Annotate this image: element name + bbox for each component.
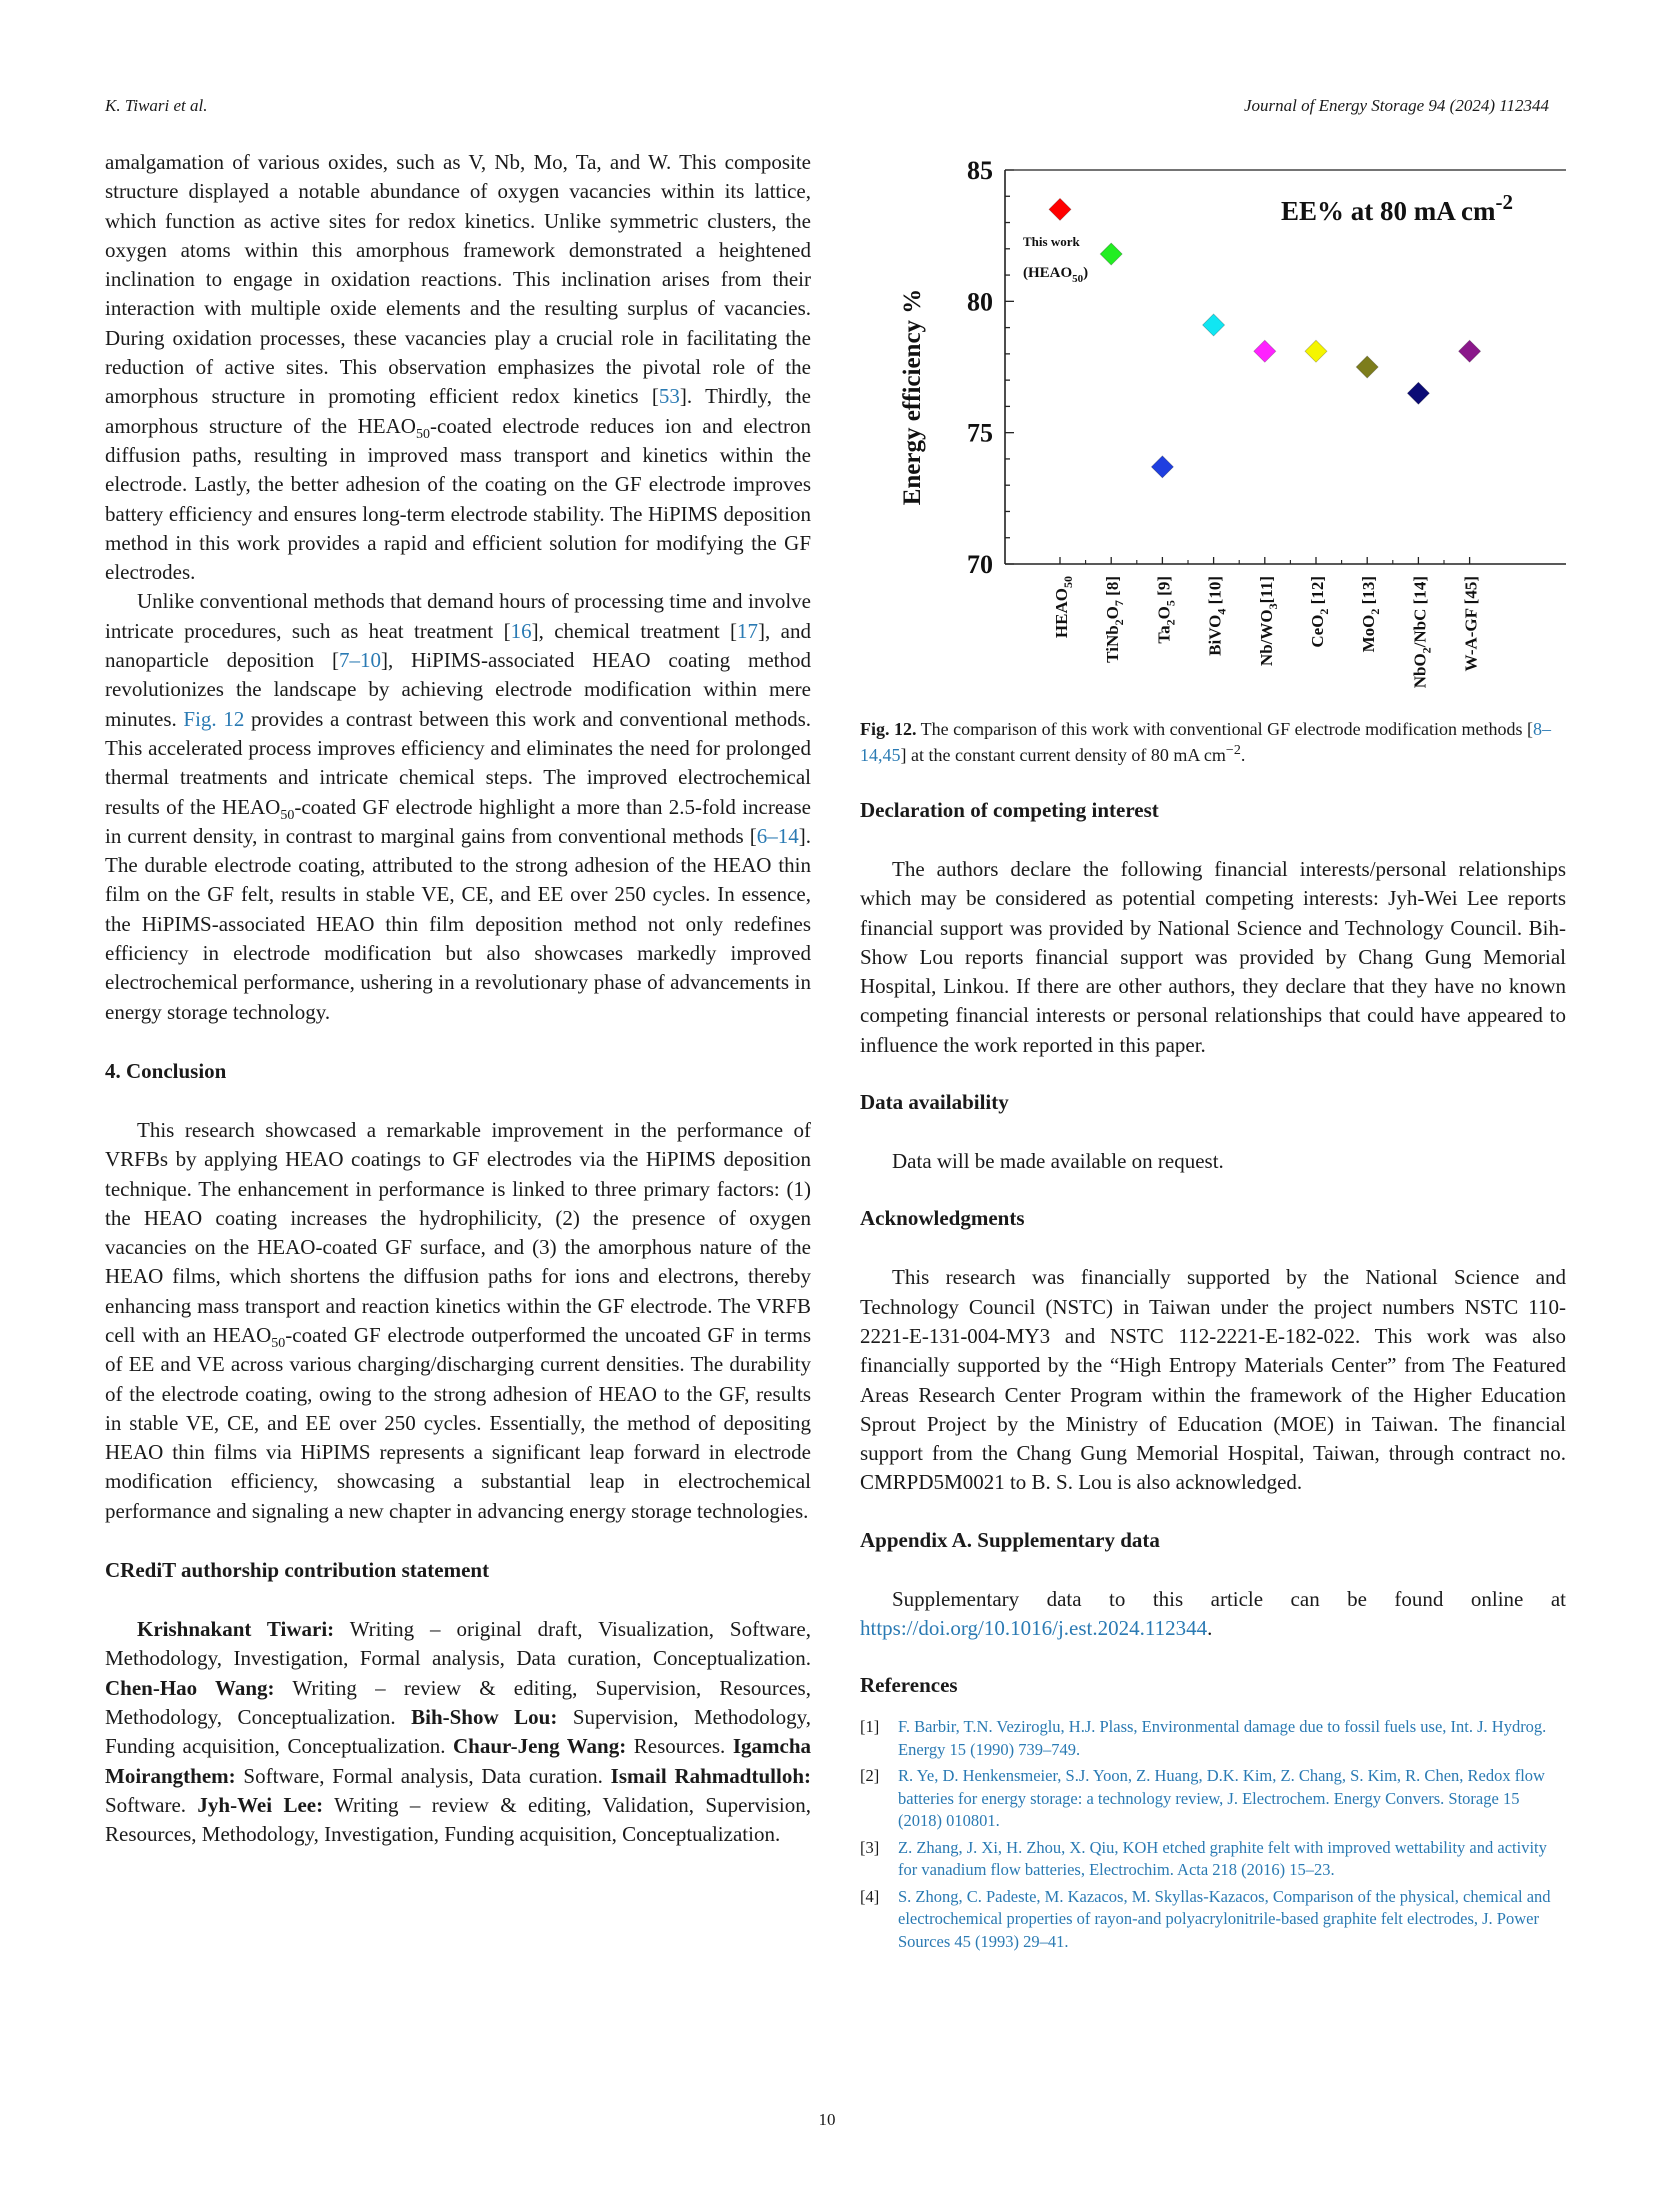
citation-link[interactable]: 17	[737, 618, 759, 643]
credit-author-name: Krishnakant Tiwari:	[137, 1617, 335, 1642]
x-category-label: $TiNb_2O_7$ [8]	[1103, 576, 1127, 663]
running-header-authors: K. Tiwari et al.	[105, 96, 208, 115]
x-category-label: CeO$_2$ [12]	[1308, 576, 1331, 648]
this-work-sample-label: $(HEAO_{50})$	[1023, 265, 1089, 285]
x-category-label: MoO$_2$ [13]	[1359, 576, 1383, 653]
reference-list	[860, 1716, 1566, 1953]
paragraph-acknowledgments: This research was financially supported by the National Science and Technology Council (NSTC) in Taiwan under the project numbers NSTC 110-2221-E-131-004-MY3 and NSTC 112-2221-E-182-022. This work was also financially supported by the “High Entropy Materials Center” from The Featured Areas Research Center Program within the framework of the Higher Education Sprout Project by the Ministry of Education (MOE) in Taiwan. The financial support from the Chang Gung Memorial Hospital, Taiwan, through contract no. CMRPD5M0021 to B. S. Lou is also acknowledged.	[860, 1265, 1566, 1495]
x-category-label: $HEAO_{50}$	[1052, 576, 1075, 639]
credit-author-name: Igamcha Moirangthem:	[105, 1734, 811, 1788]
figure-12	[860, 148, 1566, 708]
credit-author-roles: Resources.	[626, 1734, 733, 1759]
y-axis-label: Energy efficiency %	[899, 288, 926, 506]
reference-link[interactable]: S. Zhong, C. Padeste, M. Kazacos, M. Skyllas-Kazacos, Comparison of the physical, chemical and electrochemical properties of rayon-and polyacrylonitrile-based graphite felt electrodes, J. Power Sources 45 (1993) 29–41.	[898, 1886, 1551, 1951]
paragraph-appendix: Supplementary data to this article can be found online at https://doi.org/10.1016/j.est.2024.112344.	[860, 1586, 1566, 1641]
right-column	[860, 148, 1566, 1957]
credit-author-name: Bih-Show Lou:	[411, 1704, 558, 1729]
reference-item	[860, 1837, 1566, 1882]
doi-link[interactable]: https://doi.org/10.1016/j.est.2024.112344	[860, 1616, 1208, 1641]
paragraph-amorphous: amalgamation of various oxides, such as V, Nb, Mo, Ta, and W. This composite structure displayed a notable abundance of oxygen vacancies within its lattice, which function as active sites for redox kinetics. Unlike symmetric clusters, the oxygen atoms within this amorphous framework demonstrated a heightened inclination to engage in oxidation reactions. This inclination arises from their interaction with multiple oxide elements and the resulting surplus of vacancies. During oxidation processes, these vacancies play a crucial role in facilitating the reduction of active sites. This observation emphasizes the pivotal role of the amorphous structure in promoting efficient redox kinetics [53]. Thirdly, the amorphous structure of the $HEAO_{50}$-coated electrode reduces ion and electron diffusion paths, resulting in improved mass transport and kinetics within the electrode. Lastly, the better adhesion of the coating on the GF electrode improves battery efficiency and ensures long-term electrode stability. The HiPIMS deposition method in this work provides a rapid and efficient solution for modifying the GF electrodes.	[105, 150, 811, 585]
reference-number: [3]	[860, 1837, 880, 1857]
x-category-label: $Ta_2O_5$ [9]	[1154, 576, 1178, 644]
reference-number: [1]	[860, 1717, 880, 1737]
section-heading-data: Data availability	[860, 1090, 1009, 1115]
credit-author-roles: Writing – original draft, Visualization, Software, Methodology, Investigation, Formal analysis, Data curation, Conceptualization.	[105, 1617, 811, 1671]
reference-number: [4]	[860, 1886, 880, 1906]
y-tick-label: 85	[967, 156, 993, 185]
reference-link[interactable]: R. Ye, D. Henkensmeier, S.J. Yoon, Z. Huang, D.K. Kim, Z. Chang, S. Kim, R. Chen, Redox flow batteries for energy storage: a technology review, J. Electrochem. Energy Convers. Storage 15 (2018) 010801.	[898, 1766, 1545, 1831]
credit-author-roles: Software.	[105, 1792, 198, 1817]
chart-title: EE% at 80 mA $cm^{-2}$	[1281, 190, 1513, 226]
section-heading-credit: CRediT authorship contribution statement	[105, 1558, 490, 1583]
credit-author-roles: Software, Formal analysis, Data curation.	[235, 1763, 611, 1788]
section-heading-references: References	[860, 1673, 958, 1698]
data-point-7	[1356, 356, 1378, 378]
paragraph-comparison: Unlike conventional methods that demand hours of processing time and involve intricate procedures, such as heat treatment [16], chemical treatment [17], and nanoparticle deposition [7–10], HiPIMS-associated HEAO coating method revolutionizes the landscape by achieving electrode modification within mere minutes. Fig. 12 provides a contrast between this work and conventional methods. This accelerated process improves efficiency and eliminates the need for prolonged thermal treatments and intricate chemical steps. The improved electrochemical results of the $HEAO_{50}$-coated GF electrode highlight a more than 2.5-fold increase in current density, in contrast to marginal gains from conventional methods [6–14]. The durable electrode coating, attributed to the strong adhesion of the HEAO thin film on the GF felt, results in stable VE, CE, and EE over 250 cycles. In essence, the HiPIMS-associated HEAO thin film deposition method not only redefines efficiency in electrode modification but also showcases markedly improved electrochemical performance, ushering in a revolutionary phase of advancements in energy storage technology.	[105, 589, 812, 1024]
credit-author-name: Chen-Hao Wang:	[105, 1675, 275, 1700]
citation-link[interactable]: 6–14	[756, 823, 799, 848]
credit-author-name: Ismail Rahmadtulloh:	[610, 1763, 811, 1788]
reference-number: [2]	[860, 1766, 880, 1786]
this-work-label: This work	[1023, 234, 1080, 249]
data-point-1	[1049, 198, 1071, 220]
left-column	[105, 148, 811, 1849]
credit-author-roles: Writing – review & editing, Supervision, Resources, Methodology, Conceptualization.	[105, 1675, 811, 1729]
x-category-label: NbO$_2$/NbC [14]	[1410, 576, 1434, 689]
energy-efficiency-chart	[860, 148, 1566, 708]
credit-author-name: Jyh-Wei Lee:	[197, 1792, 324, 1817]
figure-link[interactable]: Fig. 12	[183, 706, 245, 731]
credit-author-name: Chaur-Jeng Wang:	[453, 1734, 627, 1759]
credit-author-roles: Writing – review & editing, Validation, Supervision, Resources, Methodology, Investigation, Funding acquisition, Conceptualization.	[105, 1792, 811, 1847]
reference-item	[860, 1765, 1566, 1833]
data-point-3	[1151, 456, 1173, 478]
paragraph-conclusion: This research showcased a remarkable improvement in the performance of VRFBs by applying HEAO coatings to GF electrodes via the HiPIMS deposition technique. The enhancement in performance is linked to three primary factors: (1) the HEAO coating increases the hydrophilicity, (2) the presence of oxygen vacancies on the HEAO-coated GF surface, and (3) the amorphous nature of the HEAO films, which shortens the diffusion paths for ions and electrons, thereby enhancing mass transport and reaction kinetics within the GF electrode. The VRFB cell with an $HEAO_{50}$-coated GF electrode outperformed the uncoated GF in terms of EE and VE across various charging/discharging current densities. The durability of the electrode coating, owing to the strong adhesion of HEAO to the GF, results in stable VE, CE, and EE over 250 cycles. Essentially, the method of depositing HEAO thin films via HiPIMS represents a significant leap forward in electrode modification efficiency, showcasing a substantial leap in electrochemical performance and signaling a new chapter in advancing energy storage technologies.	[105, 1117, 811, 1523]
x-category-label: W-A-GF [45]	[1461, 576, 1481, 672]
reference-link[interactable]: Z. Zhang, J. Xi, H. Zhou, X. Qiu, KOH etched graphite felt with improved wettability and activity for vanadium flow batteries, Electrochim. Acta 218 (2016) 15–23.	[898, 1837, 1547, 1880]
citation-link[interactable]: 7–10	[338, 648, 381, 673]
data-point-5	[1254, 340, 1276, 362]
y-tick-label: 75	[967, 418, 993, 448]
y-tick-label: 80	[967, 287, 993, 317]
data-point-9	[1459, 340, 1481, 362]
citation-link[interactable]: 8–14,45	[860, 719, 1552, 765]
paragraph-credit	[105, 1615, 811, 1849]
data-point-4	[1203, 314, 1225, 336]
paragraph-data: Data will be made available on request.	[892, 1149, 1224, 1174]
x-category-label: BiVO$_4$ [10]	[1205, 576, 1229, 656]
citation-link[interactable]: 16	[510, 618, 532, 643]
reference-item	[860, 1886, 1566, 1954]
reference-item	[860, 1716, 1566, 1761]
credit-author-roles: Supervision, Methodology, Funding acquisition, Conceptualization.	[105, 1704, 811, 1759]
data-point-2	[1100, 243, 1122, 265]
page-number: 10	[818, 2110, 836, 2129]
figure-caption: Fig. 12. The comparison of this work with conventional GF electrode modification methods [8–14,45] at the constant current density of 80 mA $cm^{-2}$.	[860, 719, 1552, 765]
section-heading-acknowledgments: Acknowledgments	[860, 1206, 1025, 1231]
section-heading-appendix: Appendix A. Supplementary data	[860, 1527, 1160, 1552]
running-header-journal: Journal of Energy Storage 94 (2024) 112344	[1243, 96, 1549, 115]
data-point-6	[1305, 340, 1327, 362]
reference-link[interactable]: F. Barbir, T.N. Veziroglu, H.J. Plass, Environmental damage due to fossil fuels use, Int. J. Hydrog. Energy 15 (1990) 739–749.	[898, 1717, 1547, 1759]
citation-link[interactable]: 53	[658, 384, 680, 409]
y-tick-label: 70	[967, 550, 993, 579]
x-category-label: $Nb/WO_3[11]$	[1256, 576, 1280, 667]
data-point-8	[1407, 382, 1429, 404]
paragraph-competing: The authors declare the following financial interests/personal relationships which may be considered as potential competing interests: Jyh-Wei Lee reports financial support was provided by National Science and Technology Council. Bih-Show Lou reports financial support was provided by Chang Gung Memorial Hospital, Linkou. If there are other authors, they declare that they have no known competing financial interests or personal relationships that could have appeared to influence the work reported in this paper.	[860, 857, 1566, 1057]
section-heading-competing: Declaration of competing interest	[860, 798, 1159, 822]
section-heading-conclusion: 4. Conclusion	[105, 1058, 227, 1083]
